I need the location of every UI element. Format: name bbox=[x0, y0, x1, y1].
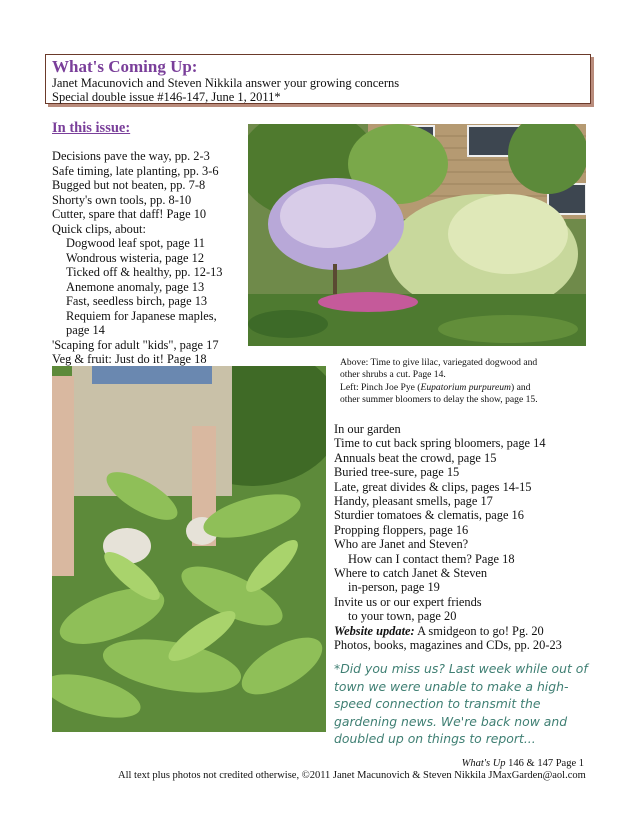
website-update-text: A smidgeon to go! Pg. 20 bbox=[414, 623, 544, 638]
toc-right-item: How can I contact them? Page 18 bbox=[348, 551, 515, 566]
toc-right-item: In our garden bbox=[334, 422, 401, 436]
caption-line-3-post: ) and bbox=[511, 381, 531, 393]
toc-left-item: Quick clips, about: bbox=[52, 221, 146, 236]
toc-left-item: Safe timing, late planting, pp. 3-6 bbox=[52, 163, 219, 178]
toc-right-item: to your town, page 20 bbox=[348, 609, 457, 624]
garden-lilac-photo bbox=[248, 124, 586, 346]
footer-page-number bbox=[462, 758, 584, 769]
byline: Janet Macunovich and Steven Nikkila answer your growing concerns bbox=[52, 76, 400, 90]
toc-left-item: Decisions pave the way, pp. 2-3 bbox=[52, 149, 210, 163]
toc-right-item: Annuals beat the crowd, page 15 bbox=[334, 450, 497, 465]
toc-right-item: Who are Janet and Steven? bbox=[334, 537, 469, 552]
toc-right-item: Sturdier tomatoes & clematis, page 16 bbox=[334, 508, 524, 523]
toc-right-item: Late, great divides & clips, pages 14-15 bbox=[334, 479, 532, 494]
toc-right-item: Time to cut back spring bloomers, page 14 bbox=[334, 436, 546, 451]
toc-left-item: Veg & fruit: Just do it! Page 18 bbox=[52, 352, 207, 366]
photos-books-line: Photos, books, magazines and CDs, pp. 20-23 bbox=[334, 638, 562, 653]
header-box bbox=[45, 54, 591, 104]
toc-left-item: Shorty's own tools, pp. 8-10 bbox=[52, 192, 192, 207]
toc-left-item: page 14 bbox=[66, 323, 105, 337]
caption-line-2: other shrubs a cut. Page 14. bbox=[340, 369, 446, 381]
caption-line-4: other summer bloomers to delay the show, page 15. bbox=[340, 394, 538, 406]
toc-left-item: Anemone anomaly, page 13 bbox=[66, 279, 205, 294]
toc-right-item: Invite us or our expert friends bbox=[334, 594, 482, 609]
in-this-issue-heading: In this issue: bbox=[52, 120, 131, 136]
toc-left-item: Ticked off & healthy, pp. 12-13 bbox=[66, 265, 223, 279]
caption-line-1: Above: Time to give lilac, variegated dogwood and bbox=[340, 357, 538, 368]
toc-right-item: Propping floppers, page 16 bbox=[334, 522, 469, 537]
toc-right-item: Where to catch Janet & Steven bbox=[334, 566, 488, 581]
footer-page-num: 146 & 147 Page 1 bbox=[505, 758, 584, 769]
toc-left-item: Cutter, spare that daff! Page 10 bbox=[52, 207, 207, 221]
missed-us-note: *Did you miss us? Last week while out of town we were unable to make a high-speed connection to transmit the gardening news. We're back now and doubled up on things to report... bbox=[334, 661, 588, 746]
toc-left-item: Requiem for Japanese maples, bbox=[66, 308, 217, 323]
toc-right-item: Handy, pleasant smells, page 17 bbox=[334, 494, 493, 509]
caption-line-3-pre: Left: Pinch Joe Pye ( bbox=[340, 381, 421, 393]
toc-right-item: Buried tree-sure, page 15 bbox=[334, 465, 460, 480]
pinching-joe-pye-photo bbox=[52, 366, 326, 732]
website-update-line bbox=[334, 624, 604, 638]
toc-left-item: 'Scaping for adult "kids", page 17 bbox=[52, 337, 219, 352]
caption-latin-name: Eupatorium purpureum bbox=[420, 381, 511, 393]
toc-left-item: Wondrous wisteria, page 12 bbox=[66, 250, 205, 265]
newsletter-title: What's Coming Up: bbox=[52, 57, 198, 76]
toc-left-list bbox=[52, 149, 252, 367]
footer-publication: What's Up bbox=[461, 758, 506, 769]
toc-left-item: Bugged but not beaten, pp. 7-8 bbox=[52, 178, 206, 192]
footer-credit: All text plus photos not credited otherwise, ©2011 Janet Macunovich & Steven Nikkila JMaxGarden@aol.com bbox=[118, 770, 586, 781]
toc-left-item: Dogwood leaf spot, page 11 bbox=[66, 236, 205, 250]
toc-right-list bbox=[334, 422, 604, 653]
toc-right-item: in-person, page 19 bbox=[348, 580, 440, 595]
issue-line: Special double issue #146-147, June 1, 2011* bbox=[52, 90, 281, 104]
photo-caption bbox=[340, 357, 585, 407]
website-update-label: Website update: bbox=[334, 623, 415, 638]
toc-left-item: Fast, seedless birch, page 13 bbox=[66, 294, 208, 308]
caption-line-3 bbox=[340, 382, 585, 394]
